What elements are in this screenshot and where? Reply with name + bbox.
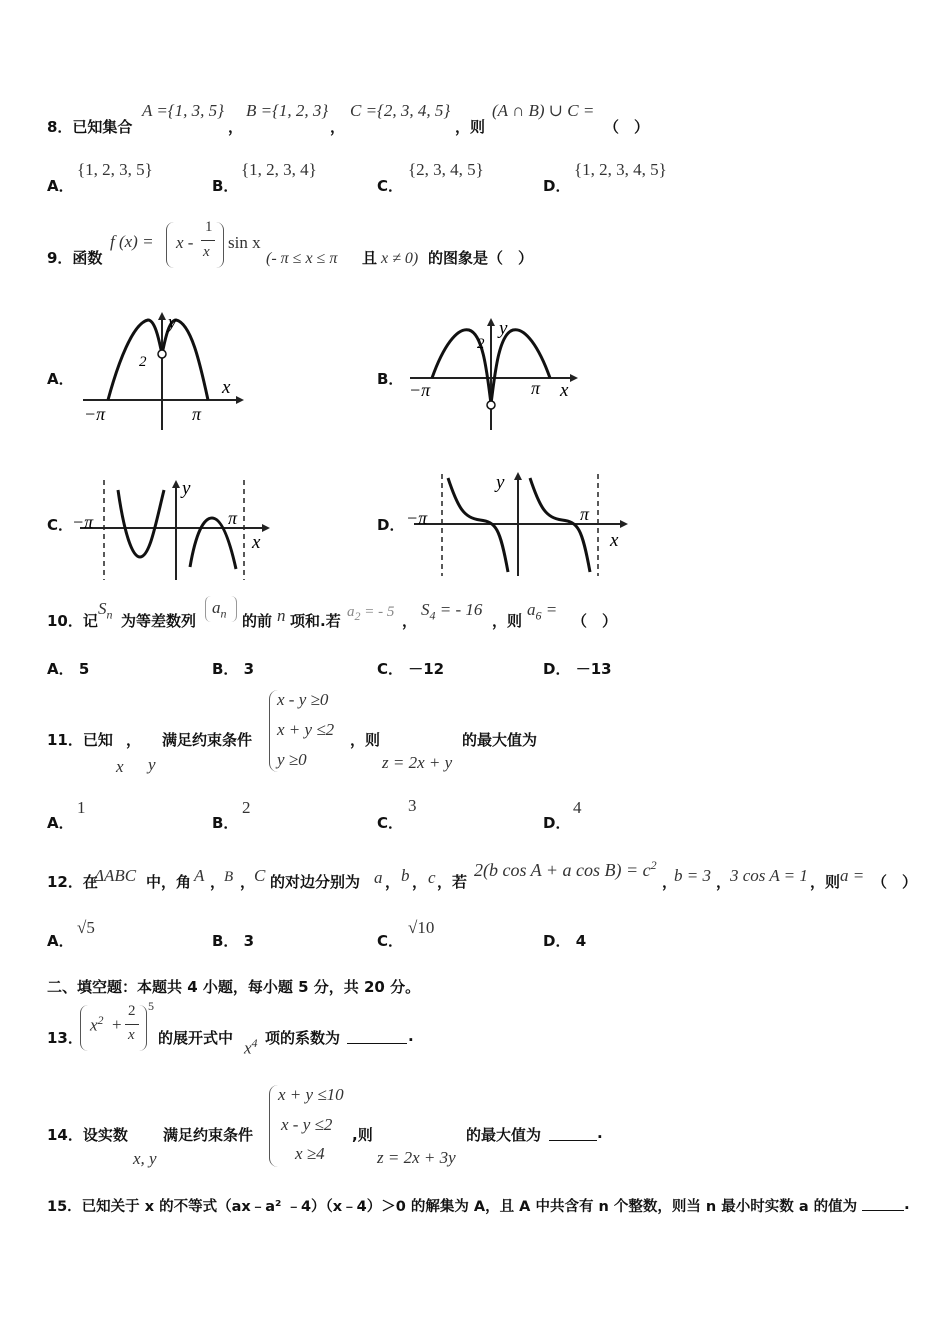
q9-graph-d-x-label: x: [610, 530, 619, 551]
q11-option-c-value: 3: [408, 796, 417, 815]
q11-ze: ，则: [350, 731, 381, 749]
q9-domain-b: x ≠ 0): [381, 250, 419, 267]
q9-domain-a: (- π ≤ x ≤ π: [266, 250, 338, 267]
q10-option-c[interactable]: C． －12: [377, 660, 445, 678]
q9-frac-num: 1: [205, 219, 213, 235]
q12-option-c-label[interactable]: C．: [377, 932, 404, 950]
q9-number: 9．函数: [47, 249, 103, 267]
q9-option-c-label[interactable]: C．: [47, 516, 74, 534]
q11-text-1: 满足约束条件: [162, 731, 253, 749]
q12-angle-b: B: [224, 869, 234, 885]
q11-option-d-value: 4: [573, 798, 582, 817]
q10-sn: $S_n$: [98, 599, 113, 622]
q10-number: 10．记: [47, 612, 98, 630]
q11-option-d-label[interactable]: D．: [543, 814, 571, 832]
q14-constraint-3: x ≥4: [295, 1144, 325, 1163]
q9-fx: f (x) =: [110, 232, 154, 251]
q15-end: .: [904, 1195, 910, 1213]
q14-ze: ,则: [352, 1126, 373, 1144]
q9-graph-a-neg-pi: −π: [84, 404, 106, 424]
q8-set-a: A ={1, 3, 5}: [142, 101, 224, 120]
q9-tail: 的图象是（ ）: [428, 249, 534, 267]
q12-side-c: c: [428, 868, 436, 887]
q9-graph-b-x-label: x: [560, 380, 569, 401]
q10-an: $a_n$: [212, 598, 227, 621]
q13-text-2: 项的系数为: [265, 1029, 341, 1047]
q12-sep-3: ，: [385, 873, 401, 891]
q12-sep-2: ，: [240, 873, 256, 891]
q9-graph-d[interactable]: [402, 468, 632, 580]
q9-option-b-label[interactable]: B．: [377, 370, 404, 388]
q9-graph-a-x-label: x: [222, 377, 231, 398]
q9-option-a-label[interactable]: A．: [47, 370, 74, 388]
q8-option-a-value: {1, 2, 3, 5}: [77, 160, 153, 179]
q8-option-b-label[interactable]: B．: [212, 177, 239, 195]
q11-option-c-label[interactable]: C．: [377, 814, 404, 832]
q13-x4: $x^4$: [244, 1036, 258, 1058]
q12-option-d[interactable]: D． 4: [543, 932, 587, 950]
q10-a6: $a_6$ =: [527, 600, 558, 623]
q11-comma: ，: [126, 731, 142, 749]
q14-text-1: 满足约束条件: [163, 1126, 254, 1144]
q10-text-3: 项和.若: [290, 612, 341, 630]
q11-option-b-value: 2: [242, 798, 251, 817]
q8-number: 8．已知集合: [47, 118, 133, 136]
q12-text-2: 的对边分别为: [270, 873, 361, 891]
q8-option-c-label[interactable]: C．: [377, 177, 404, 195]
q12-sep-6: ，: [716, 873, 732, 891]
q13-x2: $x^2$: [90, 1013, 104, 1035]
q14-constraint-1: x + y ≤10: [278, 1085, 344, 1104]
q10-n: n: [277, 606, 286, 625]
q14-number: 14．设实数: [47, 1126, 128, 1144]
q11-x: x: [116, 757, 124, 776]
q9-x-minus: x -: [176, 233, 194, 252]
q8-option-d-value: {1, 2, 3, 4, 5}: [574, 160, 667, 179]
q11-constraint-3: y ≥0: [277, 750, 307, 769]
q11-option-a-label[interactable]: A．: [47, 814, 74, 832]
q9-graph-d-y-label: y: [496, 472, 505, 493]
q8-option-b-value: {1, 2, 3, 4}: [241, 160, 317, 179]
q12-b-value: b = 3: [674, 866, 711, 885]
q12-angle-c: C: [254, 866, 266, 885]
q9-graph-c[interactable]: [72, 472, 277, 584]
q12-ze: ，则: [810, 873, 841, 891]
q14-answer-blank[interactable]: [549, 1126, 597, 1141]
q8-option-a-label[interactable]: A．: [47, 177, 74, 195]
q9-graph-b-y-label: y: [499, 318, 508, 339]
q13-plus: +: [112, 1015, 122, 1034]
q13-power: 5: [148, 999, 154, 1013]
q14-xy: x, y: [133, 1149, 157, 1168]
q14-objective: z = 2x + 3y: [377, 1148, 456, 1167]
q12-number: 12．在: [47, 873, 98, 891]
q12-option-c-value: √10: [408, 918, 435, 937]
q9-graph-a[interactable]: [78, 308, 248, 433]
q9-right-paren: [213, 222, 224, 268]
q10-text-1: 为等差数列: [121, 612, 197, 630]
q10-s4: $S_4$ = - 16: [421, 600, 483, 623]
q12-option-b[interactable]: B． 3: [212, 932, 255, 950]
q14-constraint-2: x - y ≤2: [281, 1115, 333, 1134]
q12-triangle: ΔABC: [94, 866, 137, 885]
q13-answer-blank[interactable]: [347, 1029, 407, 1044]
q12-side-a: a: [374, 868, 383, 887]
q9-graph-b-two: 2: [477, 336, 485, 352]
q11-constraint-1: x - y ≥0: [277, 690, 329, 709]
q12-a-eq: a =: [840, 866, 865, 885]
q8-option-c-value: {2, 3, 4, 5}: [408, 160, 484, 179]
q9-graph-c-y-label: y: [182, 478, 191, 499]
q14-system-brace: [269, 1085, 278, 1167]
q8-comma-2: ，: [330, 118, 346, 136]
q9-graph-a-two: 2: [139, 354, 147, 370]
q8-option-d-label[interactable]: D．: [543, 177, 571, 195]
q11-number: 11．已知: [47, 731, 113, 749]
q8-set-c: C ={2, 3, 4, 5}: [350, 101, 451, 120]
q11-constraint-2: x + y ≤2: [277, 720, 335, 739]
q8-set-b: B ={1, 2, 3}: [246, 101, 329, 120]
q13-frac-den: x: [128, 1027, 135, 1043]
q9-graph-b-neg-pi: −π: [409, 380, 431, 400]
q13-end: .: [408, 1027, 414, 1045]
q15-answer-blank[interactable]: [862, 1196, 904, 1211]
q13-text-1: 的展开式中: [158, 1029, 234, 1047]
q11-option-b-label[interactable]: B．: [212, 814, 239, 832]
q10-option-a[interactable]: A． 5: [47, 660, 90, 678]
q9-graph-b[interactable]: [405, 312, 585, 434]
q9-graph-b-pi: π: [531, 378, 541, 398]
q11-tail: 的最大值为: [462, 731, 538, 749]
q10-text-2: 的前: [242, 612, 273, 630]
q9-graph-c-pi: π: [228, 508, 238, 528]
q9-graph-d-pi: π: [580, 504, 590, 524]
q10-option-b[interactable]: B． 3: [212, 660, 255, 678]
q9-graph-c-neg-pi: −π: [72, 512, 94, 532]
q10-a2: $a_2$ = - 5: [347, 604, 395, 623]
q9-graph-a-y-label: y: [168, 312, 177, 333]
q12-side-b: b: [401, 866, 410, 885]
q13-number: 13．: [47, 1029, 83, 1047]
q10-option-d[interactable]: D． －13: [543, 660, 612, 678]
q15-text: 15．已知关于 x 的不等式（ax﹣a² ﹣4）（x﹣4）＞0 的解集为 A，且 A 中共含有 n 个整数，则当 n 最小时实数 a 的值为: [47, 1199, 858, 1215]
q11-y: y: [148, 755, 156, 774]
q9-graph-a-pi: π: [192, 404, 202, 424]
q8-paren: （ ）: [604, 118, 650, 136]
q10-paren: （ ）: [572, 612, 618, 630]
q12-option-a-value: √5: [77, 918, 95, 937]
q8-expression: (A ∩ B) ∪ C =: [492, 101, 595, 120]
q13-frac-num: 2: [128, 1003, 136, 1019]
q12-cos-a: 3 cos A = 1: [730, 866, 808, 885]
q12-ruo: ，若: [437, 873, 468, 891]
q9-graph-c-x-label: x: [252, 532, 261, 553]
q11-option-a-value: 1: [77, 798, 86, 817]
section-2-title: 二、填空题：本题共 4 小题，每小题 5 分，共 20 分。: [47, 978, 421, 996]
q12-angle-a: A: [194, 866, 205, 885]
q8-ze: ，则: [455, 118, 486, 136]
q12-sep-4: ，: [412, 873, 428, 891]
q9-frac-den: x: [203, 244, 210, 260]
q9-sinx: sin x: [228, 233, 261, 252]
q11-objective: z = 2x + y: [382, 753, 453, 772]
q9-qie: 且: [362, 249, 378, 267]
q12-option-a-label[interactable]: A．: [47, 932, 74, 950]
q14-tail: 的最大值为: [466, 1126, 542, 1144]
q12-paren: （ ）: [872, 873, 918, 891]
q13-right-paren: [136, 1005, 147, 1051]
q9-option-d-label[interactable]: D．: [377, 516, 405, 534]
q12-sep-1: ，: [210, 873, 226, 891]
q12-equation: 2(b cos A + a $\cos B) = c^2$: [474, 858, 657, 880]
q14-end: .: [597, 1124, 603, 1142]
q12-sep-5: ，: [662, 873, 678, 891]
q12-text-1: 中，角: [146, 873, 192, 891]
q10-comma: ，: [402, 612, 418, 630]
q9-graph-d-neg-pi: −π: [406, 508, 428, 528]
q10-text-4: ，则: [492, 612, 523, 630]
q8-comma-1: ，: [228, 118, 244, 136]
